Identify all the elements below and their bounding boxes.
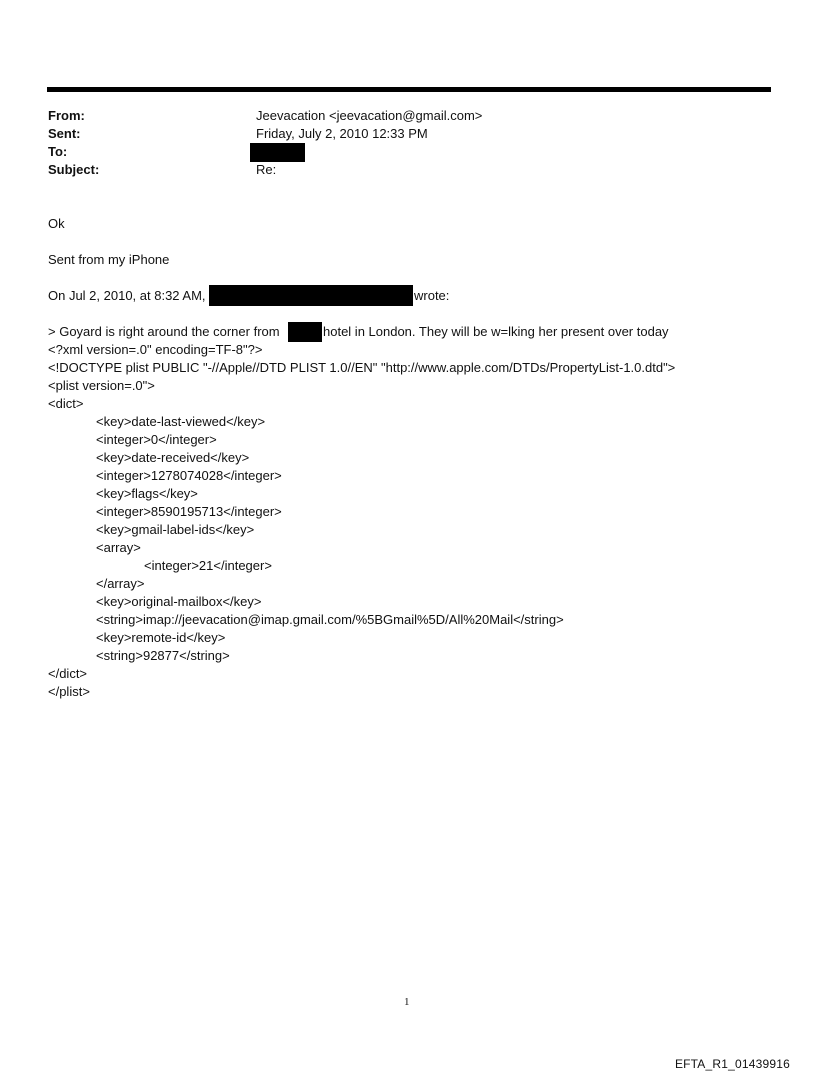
sender-redaction xyxy=(209,285,413,306)
plist-line: <integer>21</integer> xyxy=(144,558,272,573)
sent-value: Friday, July 2, 2010 12:33 PM xyxy=(256,126,428,141)
reply-text: Ok xyxy=(48,216,65,231)
subject-label: Subject: xyxy=(48,162,100,177)
plist-line: <integer>8590195713</integer> xyxy=(96,504,282,519)
to-label: To: xyxy=(48,144,68,159)
plist-line: <string>imap://jeevacation@imap.gmail.com/%5BGmail%5D/All%20Mail</string> xyxy=(96,612,564,627)
sent-label: Sent: xyxy=(48,126,81,141)
plist-line: <key>original-mailbox</key> xyxy=(96,594,262,609)
quoted-text-after: hotel in London. They will be w=lking her present over today xyxy=(323,324,669,339)
quote-intro-after: wrote: xyxy=(414,288,450,303)
name-redaction xyxy=(288,322,322,342)
from-value: Jeevacation <jeevacation@gmail.com> xyxy=(256,108,483,123)
plist-line: <key>date-last-viewed</key> xyxy=(96,414,266,429)
plist-line: <integer>1278074028</integer> xyxy=(96,468,282,483)
plist-line: <integer>0</integer> xyxy=(96,432,217,447)
signature-text: Sent from my iPhone xyxy=(48,252,170,267)
plist-line: <key>flags</key> xyxy=(96,486,198,501)
to-redaction xyxy=(250,143,305,162)
plist-line: <array> xyxy=(96,540,141,555)
plist-line: <plist version=.0"> xyxy=(48,378,155,393)
plist-line: <?xml version=.0" encoding=TF-8"?> xyxy=(48,342,263,357)
plist-line: <string>92877</string> xyxy=(96,648,230,663)
page-number: 1 xyxy=(404,996,410,1008)
plist-line: </plist> xyxy=(48,684,90,699)
plist-line: </dict> xyxy=(48,666,88,681)
quote-intro-before: On Jul 2, 2010, at 8:32 AM, xyxy=(48,288,206,303)
quoted-text-before: > Goyard is right around the corner from xyxy=(48,324,280,339)
plist-line: <key>gmail-label-ids</key> xyxy=(96,522,255,537)
plist-line: <key>remote-id</key> xyxy=(96,630,226,645)
subject-value: Re: xyxy=(256,162,277,177)
plist-line: </array> xyxy=(96,576,145,591)
plist-line: <dict> xyxy=(48,396,84,411)
bates-number: EFTA_R1_01439916 xyxy=(674,1057,790,1071)
plist-line: <!DOCTYPE plist PUBLIC "-//Apple//DTD PLIST 1.0//EN" "http://www.apple.com/DTDs/PropertyList-1.0.dtd"> xyxy=(48,360,676,375)
from-label: From: xyxy=(48,108,85,123)
header-rule xyxy=(47,87,771,92)
plist-line: <key>date-received</key> xyxy=(96,450,250,465)
